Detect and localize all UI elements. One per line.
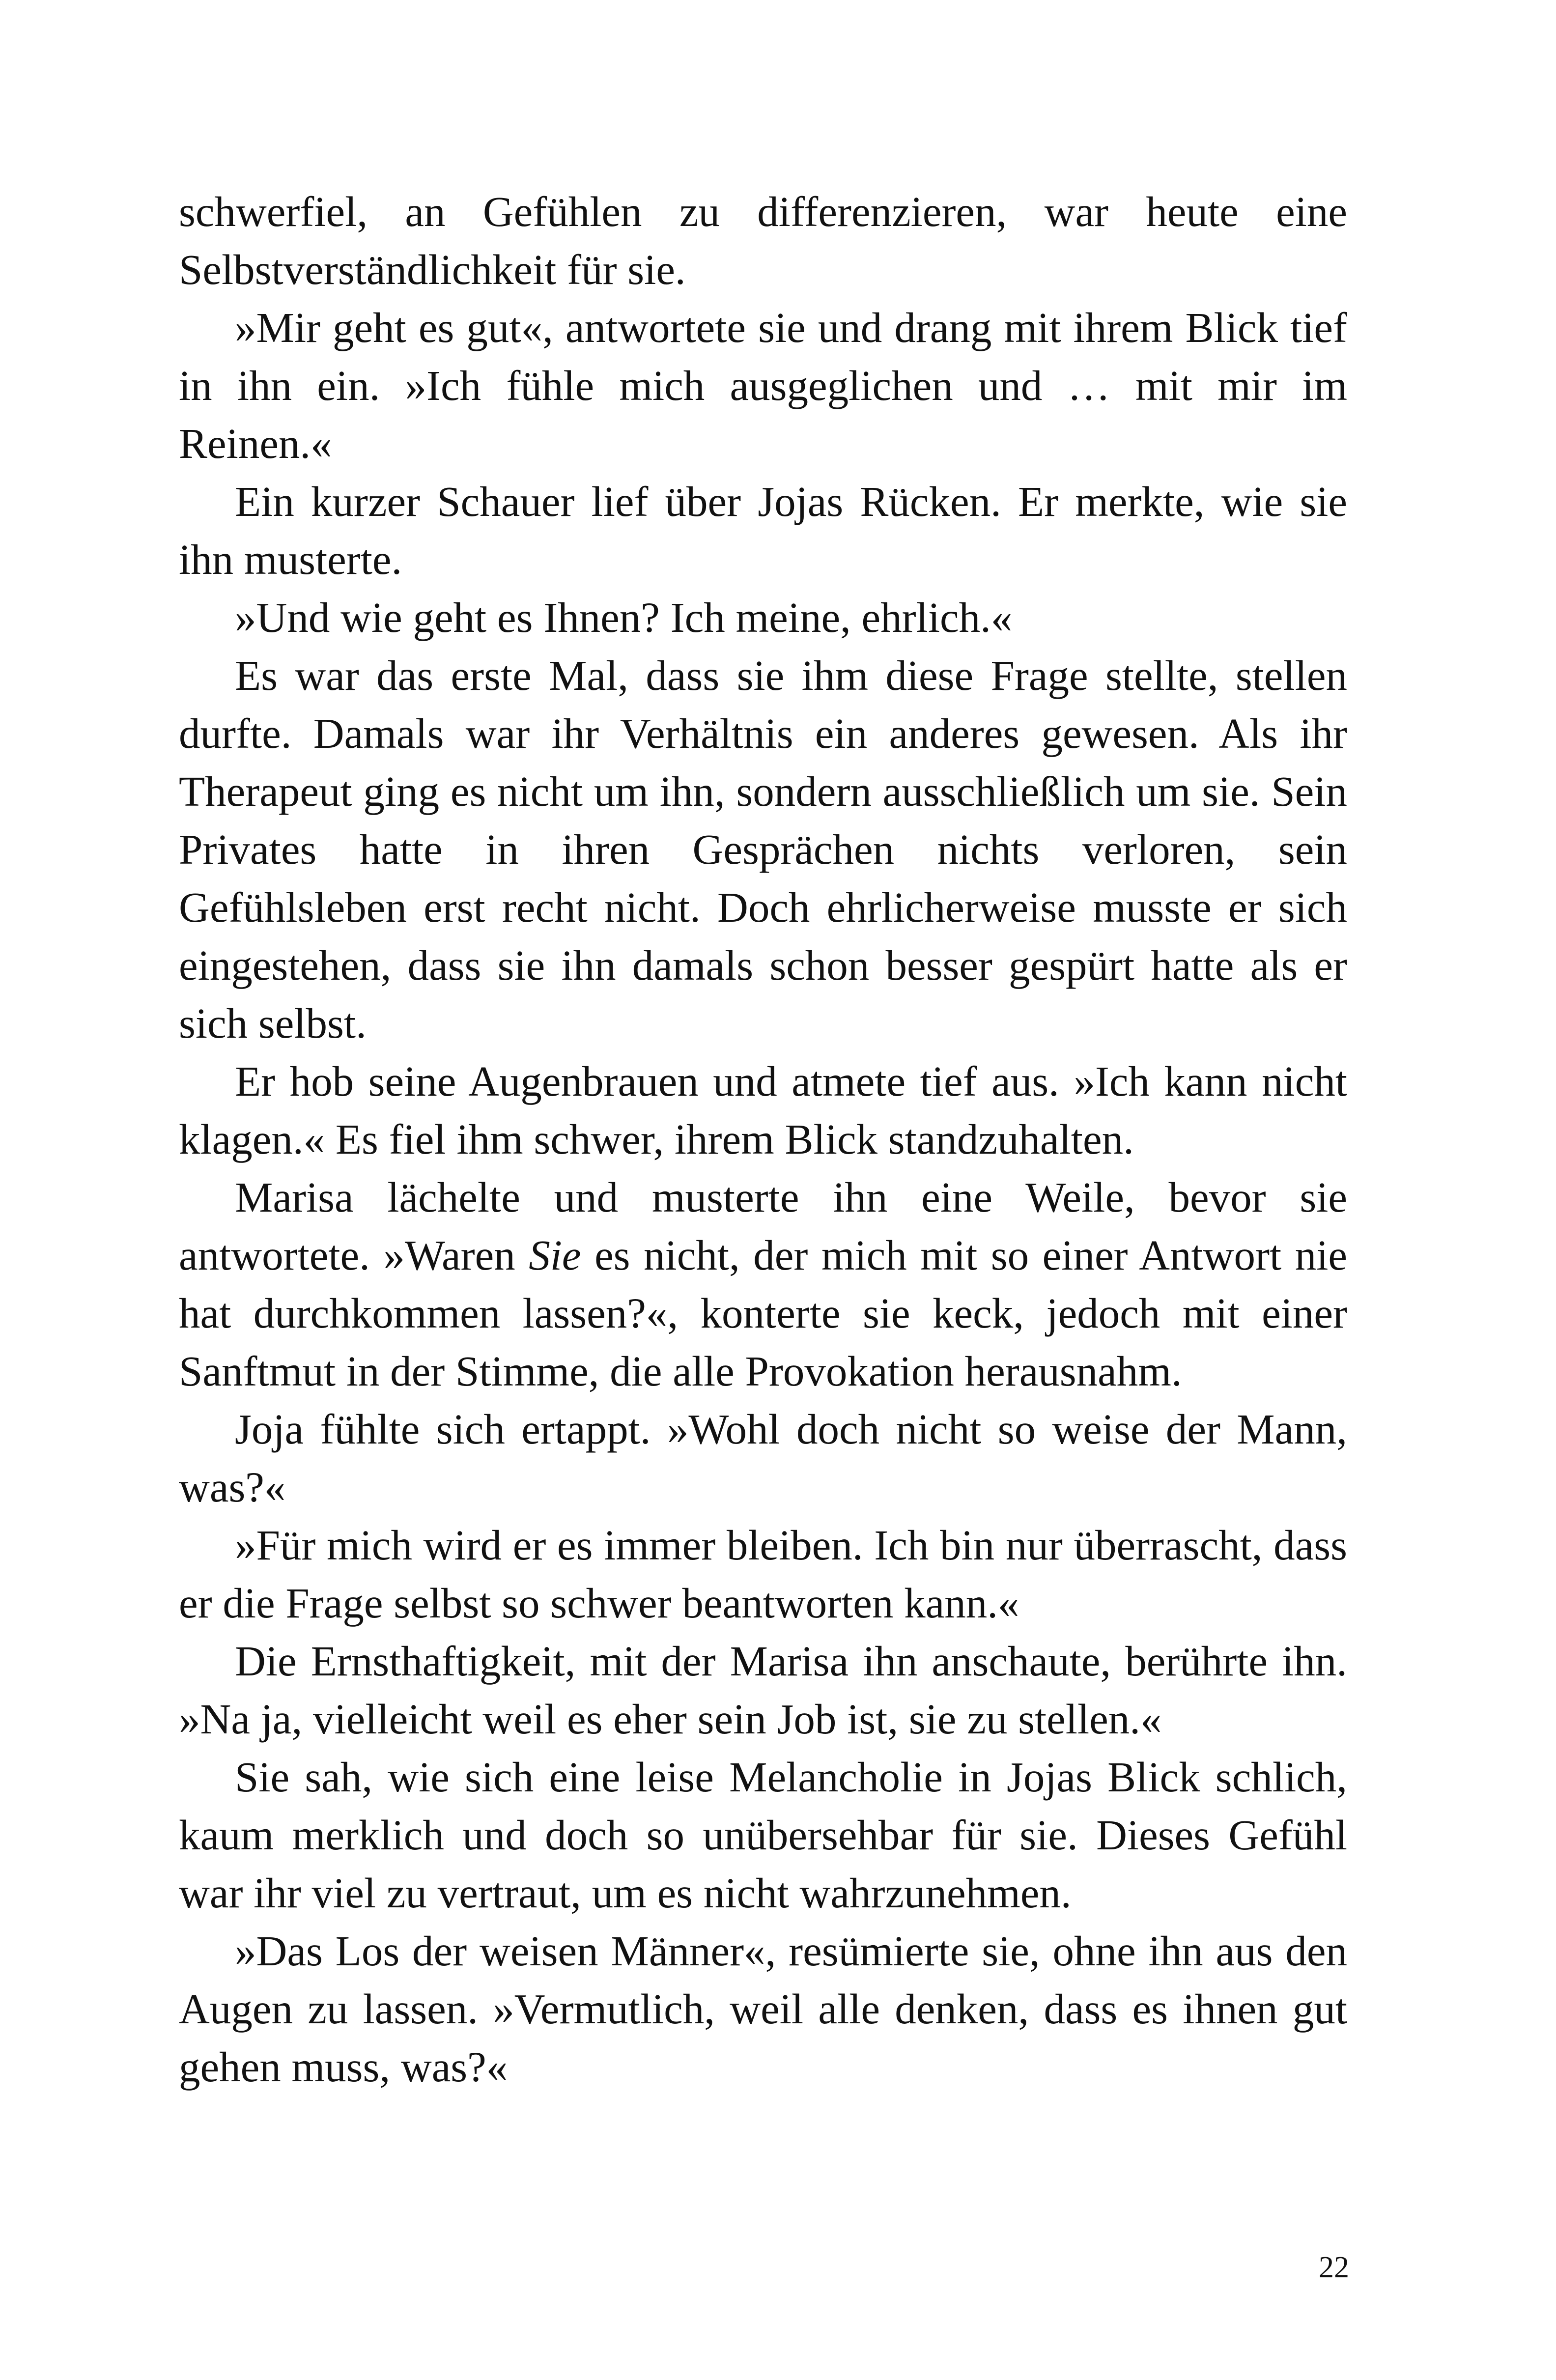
paragraph	[179, 1922, 1347, 2096]
paragraph	[179, 1168, 1347, 1400]
paragraph	[179, 1400, 1347, 1516]
paragraph-text: Er hob seine Augenbrauen und atmete tief aus. »Ich kann nicht klagen.« Es fiel ihm schwer, ihrem Blick standzuhalten.	[179, 1057, 1347, 1163]
page-number: 22	[1319, 2251, 1349, 2284]
paragraph-text: Es war das erste Mal, dass sie ihm diese Frage stellte, stellen durfte. Damals war ihr Verhältnis ein anderes gewesen. Als ihr Therapeut ging es nicht um ihn, sondern ausschließlich um sie. Sein Privates hatte in ihren Gesprächen nichts verloren, sein Gefühlsleben erst recht nicht. Doch ehrlicherweise musste er sich eingestehen, dass sie ihn damals schon besser gespürt hatte als er sich selbst.	[179, 652, 1347, 1047]
paragraph	[179, 1748, 1347, 1922]
paragraph	[179, 589, 1347, 647]
paragraph-text: es nicht, der mich mit so einer Antwort nie hat durchkommen lassen?«, konterte sie keck, jedoch mit einer Sanftmut in der Stimme, die alle Provokation herausnahm.	[179, 1231, 1347, 1395]
paragraph	[179, 647, 1347, 1052]
body-text	[179, 183, 1347, 2096]
paragraph-text: schwerfiel, an Gefühlen zu differenzieren, war heute eine Selbstverständlichkeit für sie.	[179, 188, 1347, 293]
paragraph	[179, 473, 1347, 589]
paragraph-text: »Mir geht es gut«, antwortete sie und drang mit ihrem Blick tief in ihn ein. »Ich fühle mich ausgeglichen und … mit mir im Reinen.«	[179, 304, 1347, 467]
paragraph	[179, 183, 1347, 299]
paragraph-text: Ein kurzer Schauer lief über Jojas Rücken. Er merkte, wie sie ihn musterte.	[179, 478, 1347, 583]
emphasized-word: Sie	[529, 1231, 581, 1279]
paragraph-text: »Das Los der weisen Männer«, resümierte sie, ohne ihn aus den Augen zu lassen. »Vermutlich, weil alle denken, dass es ihnen gut gehen muss, was?«	[179, 1927, 1347, 2091]
paragraph	[179, 299, 1347, 473]
paragraph	[179, 1516, 1347, 1632]
paragraph	[179, 1052, 1347, 1168]
paragraph	[179, 1632, 1347, 1748]
paragraph-text: »Für mich wird er es immer bleiben. Ich bin nur überrascht, dass er die Frage selbst so schwer beantworten kann.«	[179, 1521, 1347, 1627]
paragraph-text: Die Ernsthaftigkeit, mit der Marisa ihn anschaute, berührte ihn. »Na ja, vielleicht weil es eher sein Job ist, sie zu stellen.«	[179, 1637, 1347, 1743]
paragraph-text: »Und wie geht es Ihnen? Ich meine, ehrlich.«	[235, 594, 1013, 641]
paragraph-text: Marisa lächelte und musterte ihn eine Weile, bevor sie antwortete. »Waren	[179, 1173, 1347, 1279]
paragraph-text: Sie sah, wie sich eine leise Melancholie in Jojas Blick schlich, kaum merklich und doch so unübersehbar für sie. Dieses Gefühl war ihr viel zu vertraut, um es nicht wahrzunehmen.	[179, 1753, 1347, 1917]
paragraph-text: Joja fühlte sich ertappt. »Wohl doch nicht so weise der Mann, was?«	[179, 1405, 1347, 1511]
